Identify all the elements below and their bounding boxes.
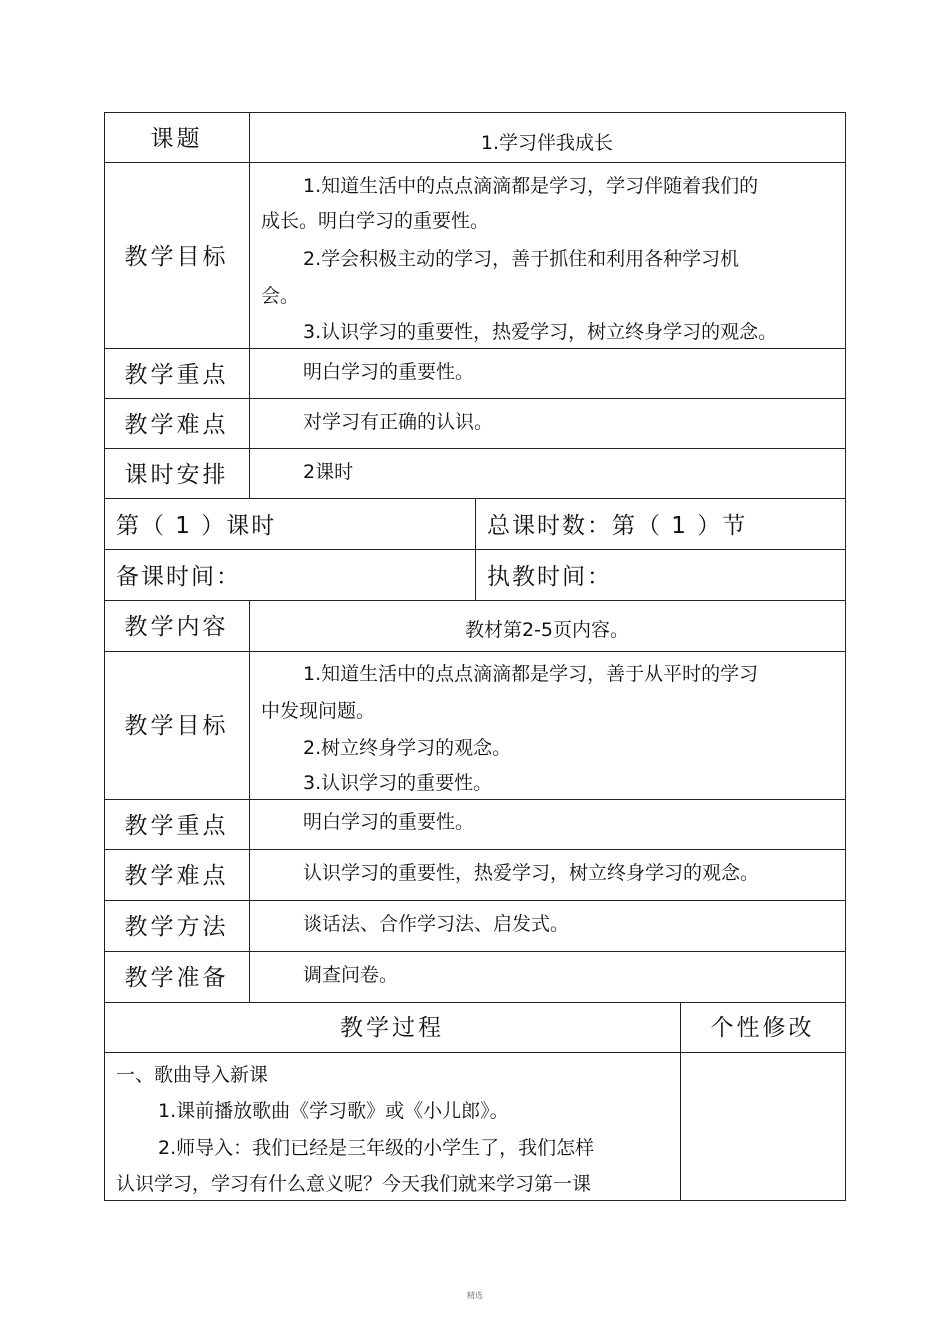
lesson-difficulty-value: 认识学习的重要性，热爱学习，树立终身学习的观念。 <box>303 862 760 884</box>
lesson-key-label: 教学重点 <box>124 813 229 839</box>
topic-value: 1.学习伴我成长 <box>480 132 614 154</box>
schedule-value: 2课时 <box>303 461 354 483</box>
unit-goal-2b: 会。 <box>261 285 300 307</box>
content-value: 教材第2-5页内容。 <box>464 619 630 641</box>
process-line-3: 认识学习，学习有什么意义呢？今天我们就来学习第一课 <box>116 1173 592 1195</box>
lesson-goal-3: 3.认识学习的重要性。 <box>303 772 493 794</box>
lesson-goal-2: 2.树立终身学习的观念。 <box>303 737 512 759</box>
preparation-label: 教学准备 <box>124 965 229 991</box>
section-title: 一、歌曲导入新课 <box>116 1064 269 1086</box>
lesson-goal-1a: 1.知道生活中的点点滴滴都是学习，善于从平时的学习 <box>303 663 759 685</box>
lesson-goals-label: 教学目标 <box>124 713 229 739</box>
unit-goal-3: 3.认识学习的重要性，热爱学习，树立终身学习的观念。 <box>303 321 778 343</box>
topic-label: 课题 <box>150 126 203 152</box>
teach-time-field: 执教时间： <box>487 564 612 590</box>
method-value: 谈话法、合作学习法、启发式。 <box>303 913 570 935</box>
unit-key-label: 教学重点 <box>124 362 229 388</box>
method-label: 教学方法 <box>124 914 229 940</box>
unit-difficulty-label: 教学难点 <box>124 412 229 438</box>
unit-goal-1a: 1.知道生活中的点点滴滴都是学习，学习伴随着我们的 <box>303 175 759 197</box>
lesson-goal-1b: 中发现问题。 <box>261 700 376 722</box>
lesson-difficulty-label: 教学难点 <box>124 863 229 889</box>
unit-goal-1b: 成长。明白学习的重要性。 <box>261 210 490 232</box>
modification-header: 个性修改 <box>710 1015 815 1041</box>
prep-time-field: 备课时间： <box>116 564 241 590</box>
unit-goal-2a: 2.学会积极主动的学习，善于抓住和利用各种学习机 <box>303 248 740 270</box>
process-line-2: 2.师导入：我们已经是三年级的小学生了，我们怎样 <box>158 1137 595 1159</box>
total-periods-field: 总课时数：第（ 1 ）节 <box>487 513 748 539</box>
lesson-key-value: 明白学习的重要性。 <box>303 811 475 833</box>
page-footer: 精选 <box>467 1291 483 1300</box>
unit-difficulty-value: 对学习有正确的认识。 <box>303 411 494 433</box>
unit-goals-label: 教学目标 <box>124 244 229 270</box>
process-line-1: 1.课前播放歌曲《学习歌》或《小儿郎》。 <box>158 1100 509 1122</box>
content-label: 教学内容 <box>124 614 229 640</box>
period-field: 第（ 1 ）课时 <box>116 513 277 539</box>
schedule-label: 课时安排 <box>124 462 229 488</box>
process-header: 教学过程 <box>340 1015 444 1041</box>
unit-key-value: 明白学习的重要性。 <box>303 361 475 383</box>
preparation-value: 调查问卷。 <box>303 964 399 986</box>
